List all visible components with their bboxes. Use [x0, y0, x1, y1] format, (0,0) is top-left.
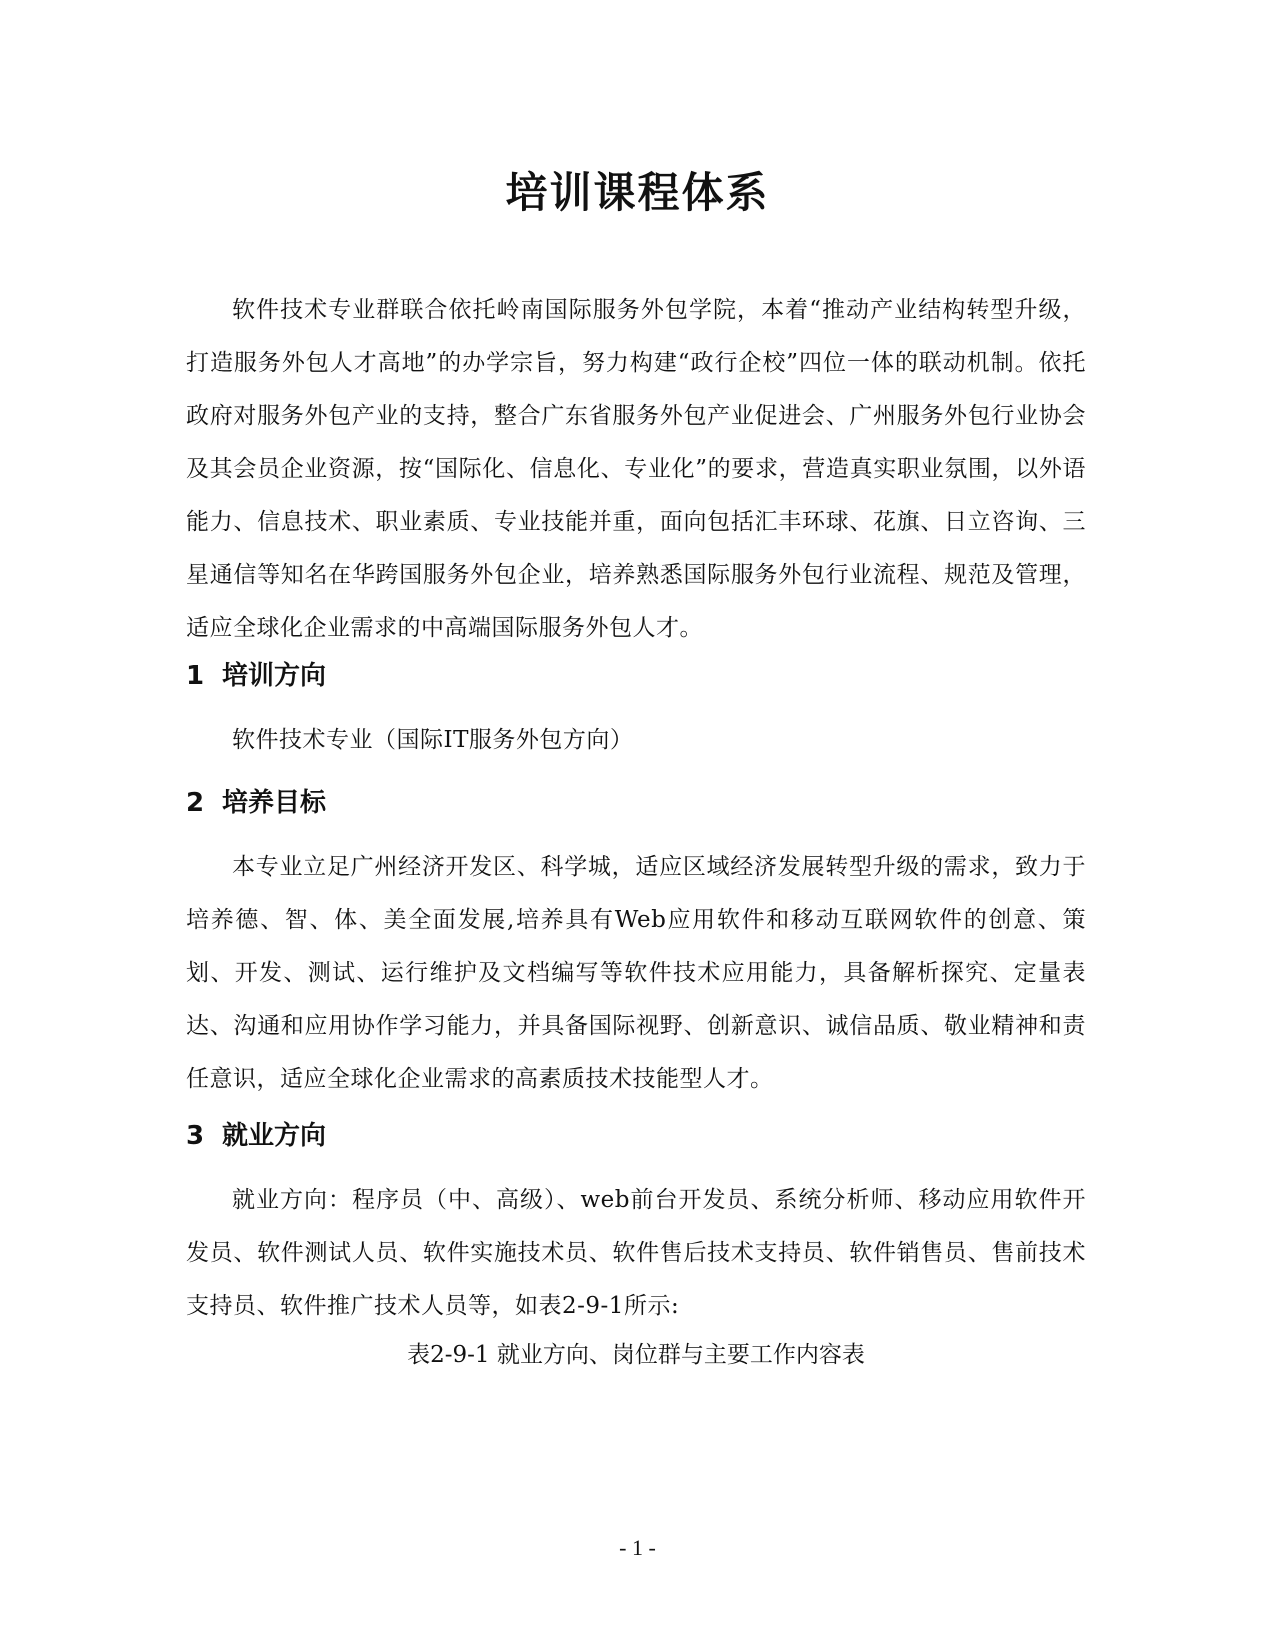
section-heading-training-goal — [186, 773, 1086, 833]
section-number: 2 — [186, 788, 205, 818]
section-title: 培训方向 — [222, 661, 327, 691]
intro-paragraph: 软件技术专业群联合依托岭南国际服务外包学院，本着“推动产业结构转型升级，打造服务外包人才高地”的办学宗旨，努力构建“政行企校”四位一体的联动机制。依托政府对服务外包产业的支持，整合广东省服务外包产业促进会、广州服务外包行业协会及其会员企业资源，按“国际化、信息化、专业化”的要求，营造真实职业氛围，以外语能力、信息技术、职业素质、专业技能并重，面向包括汇丰环球、花旗、日立咨询、三星通信等知名在华跨国服务外包企业，培养熟悉国际服务外包行业流程、规范及管理，适应全球化企业需求的中高端国际服务外包人才。 — [186, 297, 1086, 641]
table-caption: 表2-9-1 就业方向、岗位群与主要工作内容表 — [407, 1342, 865, 1368]
page-number: - 1 - — [619, 1535, 656, 1560]
employment-paragraph: 就业方向：程序员（中、高级）、web前台开发员、系统分析师、移动应用软件开发员、软件测试人员、软件实施技术员、软件售后技术支持员、软件销售员、售前技术支持员、软件推广技术人员等，如表2-9-1所示: — [186, 1187, 1086, 1319]
training-goal-paragraph: 本专业立足广州经济开发区、科学城，适应区域经济发展转型升级的需求，致力于培养德、智、体、美全面发展,培养具有Web应用软件和移动互联网软件的创意、策划、开发、测试、运行维护及文档编写等软件技术应用能力，具备解析探究、定量表达、沟通和应用协作学习能力，并具备国际视野、创新意识、诚信品质、敬业精神和责任意识，适应全球化企业需求的高素质技术技能型人才。 — [186, 854, 1086, 1092]
section-heading-training-direction — [186, 646, 1086, 706]
section-number: 1 — [186, 661, 205, 691]
section-title: 培养目标 — [222, 788, 327, 818]
page-title: 培训课程体系 — [505, 168, 770, 217]
section-title: 就业方向 — [222, 1121, 327, 1151]
section-number: 3 — [186, 1121, 205, 1151]
training-direction-text: 软件技术专业（国际IT服务外包方向） — [232, 727, 634, 753]
section-heading-employment — [186, 1106, 1086, 1166]
